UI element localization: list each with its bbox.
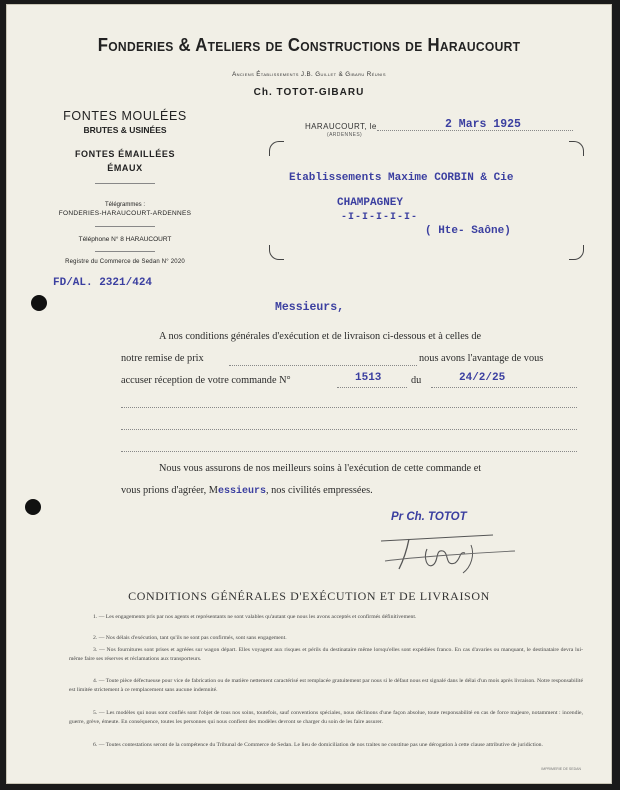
printer-imprint: IMPRIMERIE DE SEDAN [541, 767, 581, 771]
punch-hole-top [31, 295, 47, 311]
letterhead-subtitle: Anciens Établissements J.B. Guillet & Gibaru Réunis [232, 71, 386, 78]
paragraph-1-line-2a: notre remise de prix [121, 353, 204, 364]
recipient-name: Etablissements Maxime CORBIN & Cie [289, 172, 514, 184]
closing-typed-addressee: essieurs [217, 486, 266, 497]
commerce-registry: Registre du Commerce de Sedan N° 2020 [65, 259, 185, 265]
handwritten-signature [375, 527, 525, 577]
paragraph-1-line-3b: du [411, 375, 422, 386]
letter-page [6, 4, 612, 784]
condition-4: 4. — Toute pièce défectueuse pour vice de fabrication ou de matière nettement caractérisé est remplacée gratuitement par nous si le défaut nous est signalé dans le délai d'un mois après livraison. Notre responsabilité est limitée strictement à ce remplacement sans aucune indemnité. [69, 678, 583, 693]
blank-line-2 [121, 429, 577, 430]
condition-1: 1. — Les engagements pris par nos agents et représentants ne sont valables qu'autant que nous les avons acceptés et confirmés définitivement. [93, 614, 417, 620]
telegram-address: FONDERIES-HARAUCOURT-ARDENNES [58, 210, 192, 217]
letter-date: 2 Mars 1925 [445, 118, 521, 131]
paragraph-2-line-1: Nous vous assurons de nos meilleurs soins à l'exécution de cette commande et [159, 463, 482, 474]
address-corner-br [569, 245, 584, 260]
left-divider-2 [95, 226, 155, 227]
letterhead-title: Fonderies & Ateliers de Constructions de Haraucourt [97, 35, 521, 55]
punch-hole-bottom [25, 499, 41, 515]
left-divider-3 [95, 251, 155, 252]
salutation: Messieurs, [275, 301, 345, 314]
blank-line-3 [121, 451, 577, 452]
address-corner-tl [269, 141, 284, 156]
product-line-1: FONTES MOULÉES [63, 109, 187, 123]
paragraph-1-line-3a: accuser réception de votre commande N° [121, 375, 291, 386]
condition-3: 3. — Nos fournitures sont prises et agréées sur wagon départ. Elles voyagent aux risques et périls du destinataire même lorsqu'elles sont expédiées franco. En cas d'avaries ou manquant, le destinataire devra lui-même faire ses réserves et réclamations aux transporteurs. [69, 647, 583, 662]
reference-number: FD/AL. 2321/424 [53, 277, 153, 289]
condition-2: 2. — Nos délais d'exécution, tant qu'ils ne sont pas confirmés, sont sans engagement. [93, 635, 287, 641]
recipient-city: CHAMPAGNEY [337, 197, 404, 209]
order-number: 1513 [355, 372, 382, 384]
paragraph-2-line-2 [121, 485, 373, 497]
telegram-label: Télégrammes : [104, 202, 145, 208]
left-divider-1 [95, 183, 155, 184]
phone-number: Téléphone N° 8 HARAUCOURT [78, 236, 172, 243]
condition-6: 6. — Toutes contestations seront de la compétence du Tribunal de Commerce de Sedan. Le lieu de domiciliation de nos traites ne constitue pas une dérogation à cette clause attributive de juridiction. [93, 742, 543, 748]
closing-suffix: , nos civilités empressées. [265, 485, 373, 496]
product-line-3: FONTES ÉMAILLÉES [74, 149, 176, 159]
conditions-title: CONDITIONS GÉNÉRALES D'EXÉCUTION ET DE LIVRAISON [128, 589, 490, 603]
order-date: 24/2/25 [459, 372, 506, 384]
recipient-department: ( Hte- Saône) [425, 225, 511, 237]
closing-prefix: vous prions d'agréer, M [121, 485, 218, 496]
place-label: HARAUCOURT, le [305, 122, 377, 131]
remise-underline [229, 365, 417, 366]
address-corner-tr [569, 141, 584, 156]
address-corner-bl [269, 245, 284, 260]
paragraph-1-line-2b: nous avons l'avantage de vous [419, 353, 544, 364]
recipient-separator: -I-I-I-I-I- [341, 212, 419, 223]
region-label: (ARDENNES) [327, 132, 363, 138]
letterhead-owner: Ch. TOTOT-GIBARU [253, 87, 365, 98]
signature-stamp: Pr Ch. TOTOT [391, 511, 467, 523]
condition-5: 5. — Les modèles qui nous sont confiés sont l'objet de tous nos soins, toutefois, sauf conventions spéciales, nous déclinons d'une façon absolue, toute responsabilité en cas de force majeure, notamment : incendie, guerre, grève, émeute. En conséquence, toutes les personnes qui nous confient des modèles devront se charger du soin de les faire assurer. [69, 710, 583, 725]
paragraph-1-line-1: A nos conditions générales d'exécution et de livraison ci-dessous et à celles de [159, 331, 482, 342]
order-date-underline [431, 387, 577, 388]
blank-line-1 [121, 407, 577, 408]
product-line-4: ÉMAUX [107, 163, 143, 173]
order-number-underline [337, 387, 407, 388]
product-line-2: BRUTES & USINÉES [83, 125, 167, 135]
